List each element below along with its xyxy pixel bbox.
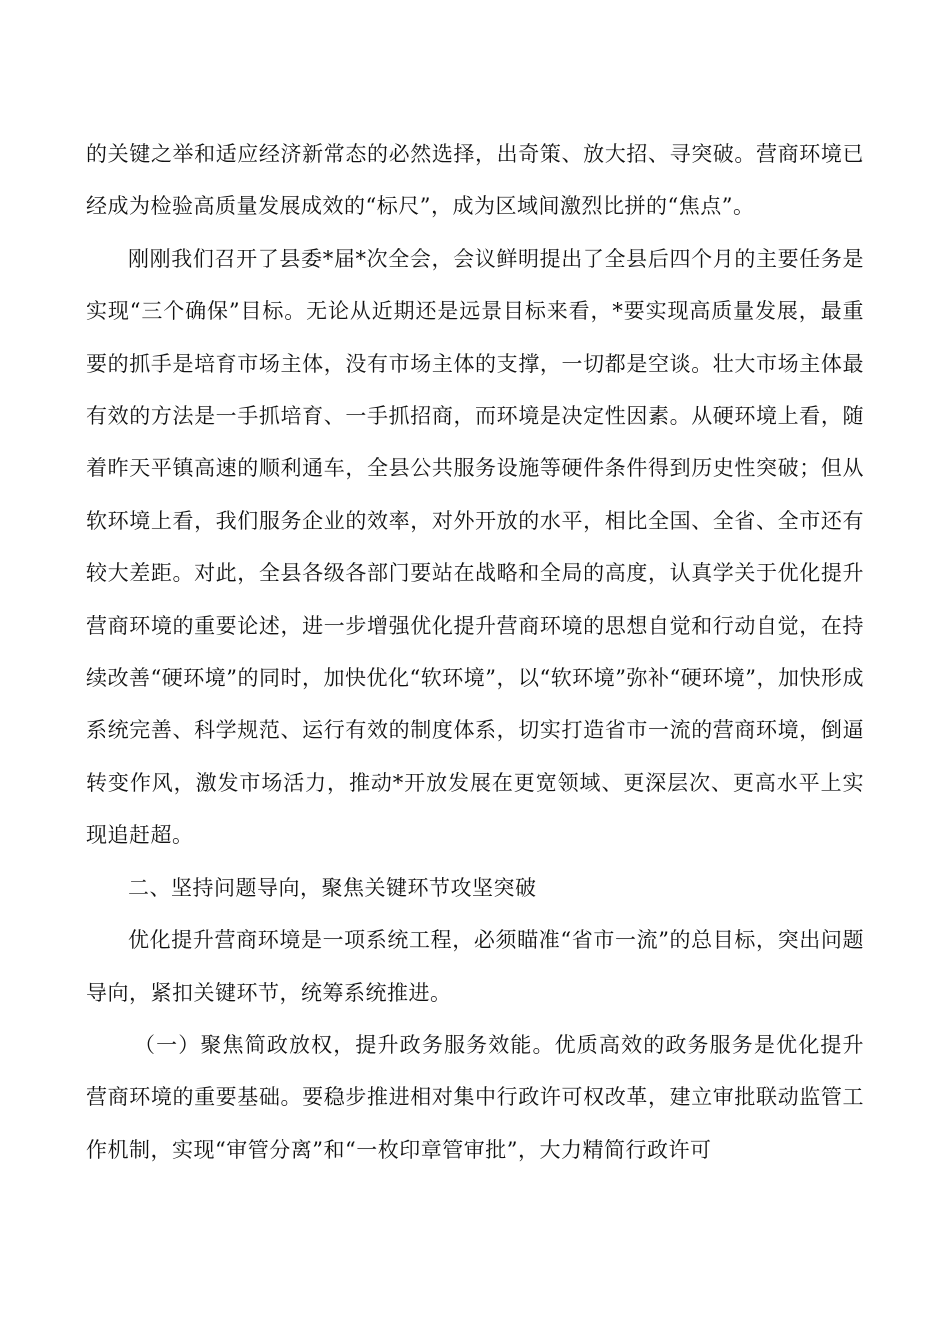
body-paragraph-goal: 优化提升营商环境是一项系统工程，必须瞄准“省市一流”的总目标，突出问题导向，紧扣关键环节，统筹系统推进。 — [86, 928, 864, 1005]
body-paragraph-point-one: （一）聚焦简政放权，提升政务服务效能。优质高效的政务服务是优化提升营商环境的重要基础。要稳步推进相对集中行政许可权改革，建立审批联动监管工作机制，实现“审管分离”和“一枚印章管审批”，大力精简行政许可 — [86, 1032, 864, 1162]
document-body — [86, 128, 864, 1176]
body-paragraph-continuation: 的关键之举和适应经济新常态的必然选择，出奇策、放大招、寻突破。营商环境已经成为检验高质量发展成效的“标尺”，成为区域间激烈比拼的“焦点”。 — [86, 142, 864, 219]
section-heading-two: 二、坚持问题导向，聚焦关键环节攻坚突破 — [128, 875, 537, 900]
body-paragraph-plenary: 刚刚我们召开了县委*届*次全会，会议鲜明提出了全县后四个月的主要任务是实现“三个确保”目标。无论从近期还是远景目标来看，*要实现高质量发展，最重要的抓手是培育市场主体，没有市场主体的支撑，一切都是空谈。壮大市场主体最有效的方法是一手抓培育、一手抓招商，而环境是决定性因素。从硬环境上看，随着昨天平镇高速的顺利通车，全县公共服务设施等硬件条件得到历史性突破；但从软环境上看，我们服务企业的效率，对外开放的水平，相比全国、全省、全市还有较大差距。对此，全县各级各部门要站在战略和全局的高度，认真学关于优化提升营商环境的重要论述，进一步增强优化提升营商环境的思想自觉和行动自觉，在持续改善“硬环境”的同时，加快优化“软环境”，以“软环境”弥补“硬环境”，加快形成系统完善、科学规范、运行有效的制度体系，切实打造省市一流的营商环境，倒逼转变作风，激发市场活力，推动*开放发展在更宽领域、更深层次、更高水平上实现追赶超。 — [86, 246, 864, 848]
